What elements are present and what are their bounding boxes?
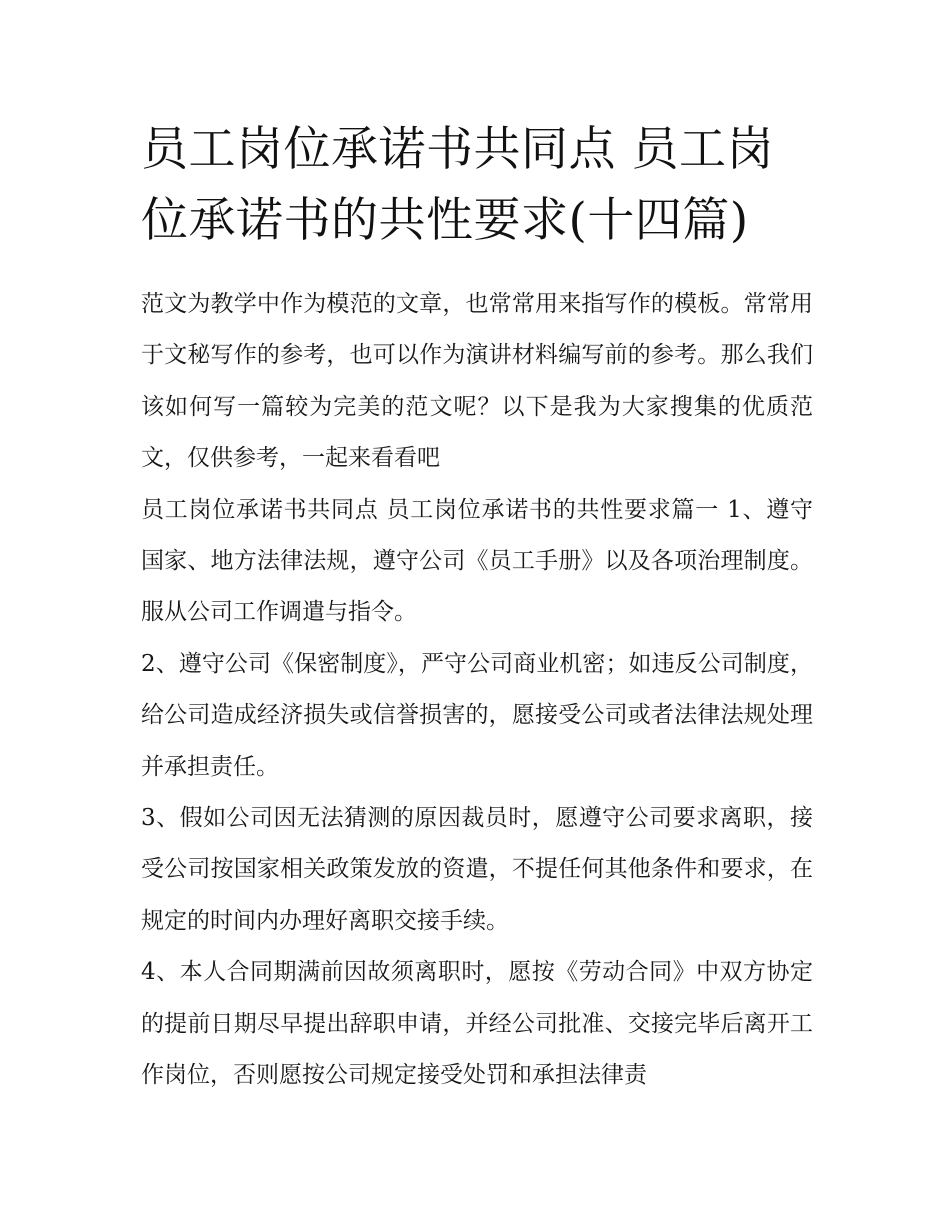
clause-3-paragraph: 3、假如公司因无法猜测的原因裁员时，愿遵守公司要求离职，接受公司按国家相关政策发放的资遣，不提任何其他条件和要求，在规定的时间内办理好离职交接手续。 <box>141 805 813 934</box>
section-one-paragraph: 员工岗位承诺书共同点 员工岗位承诺书的共性要求篇一 1、遵守国家、地方法律法规，遵守公司《员工手册》以及各项治理制度。服从公司工作调遣与指令。 <box>141 496 813 626</box>
clause-2-paragraph: 2、遵守公司《保密制度》，严守公司商业机密；如违反公司制度，给公司造成经济损失或信誉损害的，愿接受公司或者法律法规处理并承担责任。 <box>141 650 813 780</box>
intro-paragraph: 范文为教学中作为模范的文章，也常常用来指写作的模板。常常用于文秘写作的参考，也可以作为演讲材料编写前的参考。那么我们该如何写一篇较为完美的范文呢？以下是我为大家搜集的优质范文，仅供参考，一起来看看吧 <box>141 291 813 472</box>
document-title: 员工岗位承诺书共同点 员工岗位承诺书的共性要求(十四篇) <box>141 122 774 248</box>
clause-4-paragraph: 4、本人合同期满前因故须离职时，愿按《劳动合同》中双方协定的提前日期尽早提出辞职申请，并经公司批准、交接完毕后离开工作岗位，否则愿按公司规定接受处罚和承担法律责 <box>141 959 813 1089</box>
document-content <box>141 114 813 1102</box>
